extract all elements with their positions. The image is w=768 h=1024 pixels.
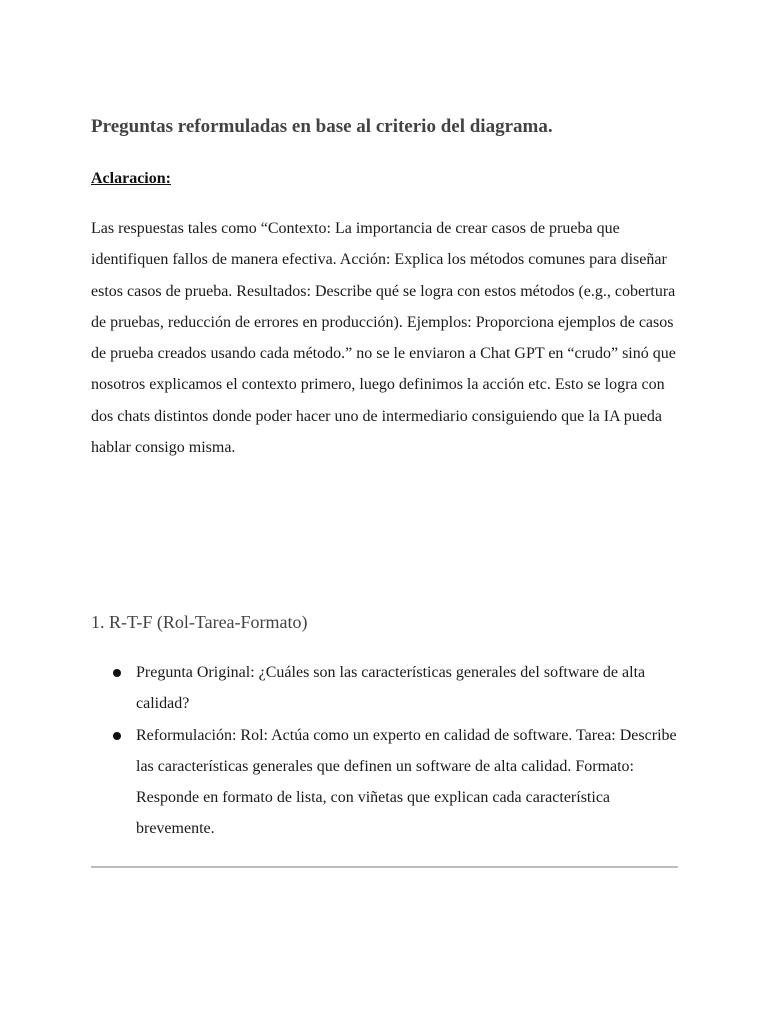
bullet-list (91, 657, 681, 845)
list-item-reformulation (91, 720, 681, 845)
list-item-text: Reformulación: Rol: Actúa como un experto en calidad de software. Tarea: Describe las características generales que definen un software de alta calidad. Formato: Responde en formato de lista, con viñetas que explican cada característica brevemente. (136, 726, 677, 838)
bullet-icon (113, 732, 121, 740)
section-heading-rtf: 1. R-T-F (Rol-Tarea-Formato) (91, 612, 308, 632)
horizontal-divider (91, 866, 678, 868)
clarification-heading: Aclaracion: (91, 170, 171, 187)
list-item-text: Pregunta Original: ¿Cuáles son las características generales del software de alta calidad? (136, 664, 646, 713)
document-title: Preguntas reformuladas en base al criterio del diagrama. (91, 116, 553, 137)
list-item-original-question (91, 657, 681, 720)
bullet-icon (113, 669, 121, 677)
clarification-paragraph: Las respuestas tales como “Contexto: La importancia de crear casos de prueba que identifiquen fallos de manera efectiva. Acción: Explica los métodos comunes para diseñar estos casos de prueba. Resultados: Describe qué se logra con estos métodos (e.g., cobertura de pruebas, reducción de errores en producción). Ejemplos: Proporciona ejemplos de casos de prueba creados usando cada método.” no se le enviaron a Chat GPT en “crudo” sinó que nosotros explicamos el contexto primero, luego definimos la acción etc. Esto se logra con dos chats distintos donde poder hacer uno de intermediario consiguiendo que la IA pueda hablar consigo misma. (91, 220, 676, 457)
